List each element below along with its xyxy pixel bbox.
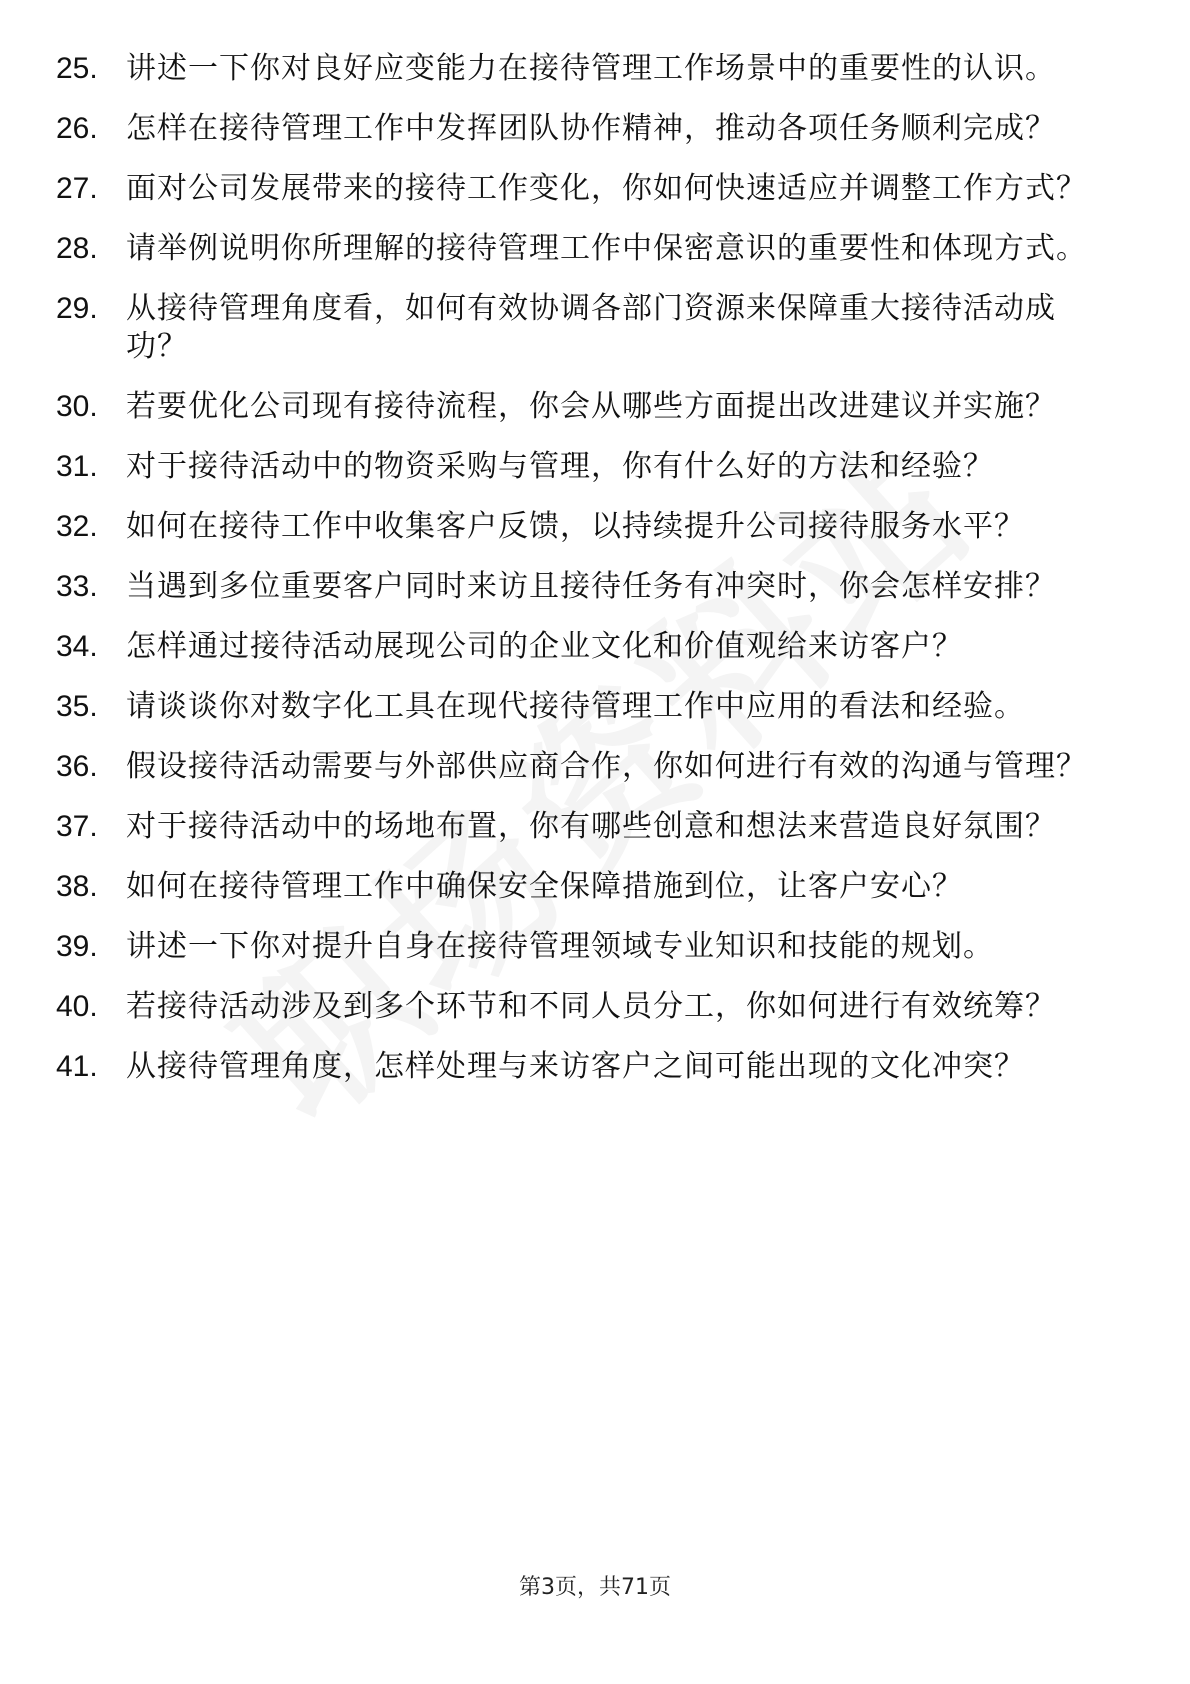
question-item xyxy=(0,808,1190,846)
question-number: 41. xyxy=(56,1050,98,1083)
question-text: 面对公司发展带来的接待工作变化，你如何快速适应并调整工作方式？ xyxy=(126,171,1087,206)
question-text: 对于接待活动中的物资采购与管理，你有什么好的方法和经验？ xyxy=(126,449,994,484)
question-item xyxy=(0,230,1190,268)
page-number-label: 第3页，共71页 xyxy=(519,1575,671,1600)
question-text: 讲述一下你对良好应变能力在接待管理工作场景中的重要性的认识。 xyxy=(126,51,1056,86)
question-list xyxy=(0,50,1190,1108)
question-number: 34. xyxy=(56,630,98,663)
question-item xyxy=(0,748,1190,786)
question-item xyxy=(0,568,1190,606)
question-number: 32. xyxy=(56,510,98,543)
question-number: 25. xyxy=(56,52,98,85)
question-text: 若要优化公司现有接待流程，你会从哪些方面提出改进建议并实施？ xyxy=(126,389,1056,424)
question-item xyxy=(0,508,1190,546)
question-number: 26. xyxy=(56,112,98,145)
question-text: 对于接待活动中的场地布置，你有哪些创意和想法来营造良好氛围？ xyxy=(126,809,1056,844)
page-footer xyxy=(0,1570,1190,1601)
question-text: 请举例说明你所理解的接待管理工作中保密意识的重要性和体现方式。 xyxy=(126,231,1087,266)
question-text: 若接待活动涉及到多个环节和不同人员分工，你如何进行有效统筹？ xyxy=(126,989,1056,1024)
question-item xyxy=(0,170,1190,208)
question-number: 35. xyxy=(56,690,98,723)
question-number: 29. xyxy=(56,292,98,325)
question-number: 30. xyxy=(56,390,98,423)
question-text: 怎样通过接待活动展现公司的企业文化和价值观给来访客户？ xyxy=(126,629,963,664)
question-item xyxy=(0,388,1190,426)
question-item xyxy=(0,988,1190,1026)
question-number: 38. xyxy=(56,870,98,903)
question-text: 从接待管理角度，怎样处理与来访客户之间可能出现的文化冲突？ xyxy=(126,1049,1025,1084)
question-text: 从接待管理角度看，如何有效协调各部门资源来保障重大接待活动成功？ xyxy=(126,291,1056,364)
question-text: 请谈谈你对数字化工具在现代接待管理工作中应用的看法和经验。 xyxy=(126,689,1025,724)
question-number: 33. xyxy=(56,570,98,603)
question-text: 怎样在接待管理工作中发挥团队协作精神，推动各项任务顺利完成？ xyxy=(126,111,1056,146)
question-number: 40. xyxy=(56,990,98,1023)
question-item xyxy=(0,50,1190,88)
question-item xyxy=(0,110,1190,148)
question-number: 27. xyxy=(56,172,98,205)
question-number: 28. xyxy=(56,232,98,265)
question-text: 当遇到多位重要客户同时来访且接待任务有冲突时，你会怎样安排？ xyxy=(126,569,1056,604)
question-item xyxy=(0,688,1190,726)
question-item xyxy=(0,290,1190,366)
question-item xyxy=(0,1048,1190,1086)
question-number: 31. xyxy=(56,450,98,483)
question-item xyxy=(0,628,1190,666)
question-number: 37. xyxy=(56,810,98,843)
question-text: 如何在接待管理工作中确保安全保障措施到位，让客户安心？ xyxy=(126,869,963,904)
question-text: 讲述一下你对提升自身在接待管理领域专业知识和技能的规划。 xyxy=(126,929,994,964)
question-number: 39. xyxy=(56,930,98,963)
question-text: 如何在接待工作中收集客户反馈，以持续提升公司接待服务水平？ xyxy=(126,509,1025,544)
question-text: 假设接待活动需要与外部供应商合作，你如何进行有效的沟通与管理？ xyxy=(126,749,1087,784)
question-item xyxy=(0,868,1190,906)
question-item xyxy=(0,448,1190,486)
question-item xyxy=(0,928,1190,966)
question-number: 36. xyxy=(56,750,98,783)
